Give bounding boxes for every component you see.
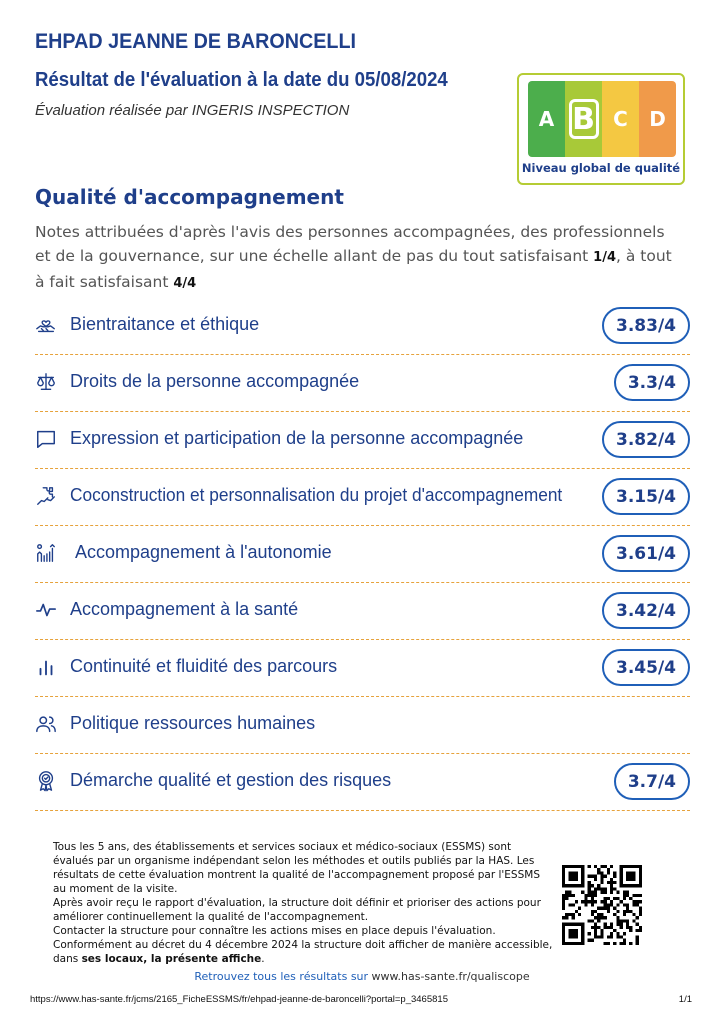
criterion-label: Accompagnement à la santé	[70, 599, 299, 619]
puzzle-hands-icon	[35, 485, 57, 507]
criterion-row	[35, 754, 690, 811]
footer-paragraph: Après avoir reçu le rapport d'évaluation, la structure doit définir et prioriser des actions pour améliorer continuellement la qualité de l'accompagnement.	[53, 897, 541, 923]
criterion-row	[35, 412, 690, 469]
criterion-label: Coconstruction et personnalisation du projet d'accompagnement	[70, 485, 563, 505]
speech-bubble-icon	[35, 428, 57, 450]
criterion-row	[35, 298, 690, 355]
autonomy-chart-icon	[35, 542, 57, 564]
criterion-label: Continuité et fluidité des parcours	[70, 656, 338, 676]
criterion-score: 3.82/4	[602, 421, 690, 458]
evaluator-text: Évaluation réalisée par INGERIS INSPECTION	[35, 102, 350, 119]
criterion-row	[35, 469, 690, 526]
criterion-label: Bientraitance et éthique	[70, 314, 260, 334]
criterion-label: Droits de la personne accompagnée	[70, 371, 360, 391]
criterion-score: 3.15/4	[602, 478, 690, 515]
criterion-label: Expression et participation de la personne accompagnée	[70, 428, 524, 448]
criteria-list	[35, 298, 690, 811]
establishment-name: EHPAD JEANNE DE BARONCELLI	[35, 30, 356, 53]
section-title: Qualité d'accompagnement	[35, 185, 344, 209]
criterion-row	[35, 583, 690, 640]
criterion-score: 3.3/4	[614, 364, 690, 401]
grade-scale	[528, 81, 676, 157]
scale-min: 1/4	[593, 250, 616, 265]
criterion-row	[35, 355, 690, 412]
criterion-row	[35, 640, 690, 697]
result-title: Résultat de l'évaluation à la date du 05/08/2024	[35, 69, 448, 91]
results-site[interactable]: www.has-sante.fr/qualiscope	[371, 970, 530, 983]
people-icon	[35, 713, 57, 735]
page-url: https://www.has-sante.fr/jcms/2165_FicheESSMS/fr/ehpad-jeanne-de-baroncelli?portal=p_3465815	[30, 994, 448, 1005]
grade-b: B	[565, 81, 602, 157]
criterion-row	[35, 526, 690, 583]
grade-d: D	[639, 81, 676, 157]
criterion-label: Démarche qualité et gestion des risques	[70, 770, 392, 790]
qr-code	[562, 865, 642, 945]
criterion-label: Accompagnement à l'autonomie	[75, 542, 332, 562]
criterion-row	[35, 697, 690, 754]
criterion-score: 3.7/4	[614, 763, 690, 800]
footer-paragraph: Contacter la structure pour connaître les actions mises en place depuis l'évaluation.	[53, 925, 496, 937]
grade-label: Niveau global de qualité	[521, 161, 681, 175]
quality-grade-badge	[517, 73, 685, 185]
criterion-label: Politique ressources humaines	[70, 713, 316, 733]
section-intro: Notes attribuées d'après l'avis des personnes accompagnées, des professionnels et de la gouvernance, sur une échelle allant de pas du tout satisfaisant 1/4, à tout à fait satisfaisant 4/4	[35, 223, 672, 291]
criterion-score: 3.45/4	[602, 649, 690, 686]
footer-paragraph: Tous les 5 ans, des établissements et services sociaux et médico-sociaux (ESSMS) sont évalués par un organisme indépendant selon les méthodes et outils publiés par la HAS. Les résultats de cette évaluation montrent la qualité de l'accompagnement proposé par l'ESSMS au moment de la visite.	[53, 841, 540, 895]
heartbeat-icon	[35, 599, 57, 621]
footer-notice	[53, 840, 553, 966]
page-number: 1/1	[678, 994, 692, 1005]
bar-chart-icon	[35, 656, 57, 678]
results-link[interactable]: Retrouvez tous les résultats sur www.has-sante.fr/qualiscope	[194, 970, 530, 983]
criterion-score: 3.83/4	[602, 307, 690, 344]
grade-a: A	[528, 81, 565, 157]
scale-max: 4/4	[173, 276, 197, 291]
footer-paragraph: Conformément au décret du 4 décembre 2024 la structure doit afficher de manière accessible, dans ses locaux, la présente affiche.	[53, 939, 553, 965]
criterion-score: 3.42/4	[602, 592, 690, 629]
handshake-heart-icon	[35, 314, 57, 336]
scales-icon	[35, 371, 57, 393]
quality-badge-icon	[35, 770, 57, 792]
criterion-score: 3.61/4	[602, 535, 690, 572]
grade-c: C	[602, 81, 639, 157]
